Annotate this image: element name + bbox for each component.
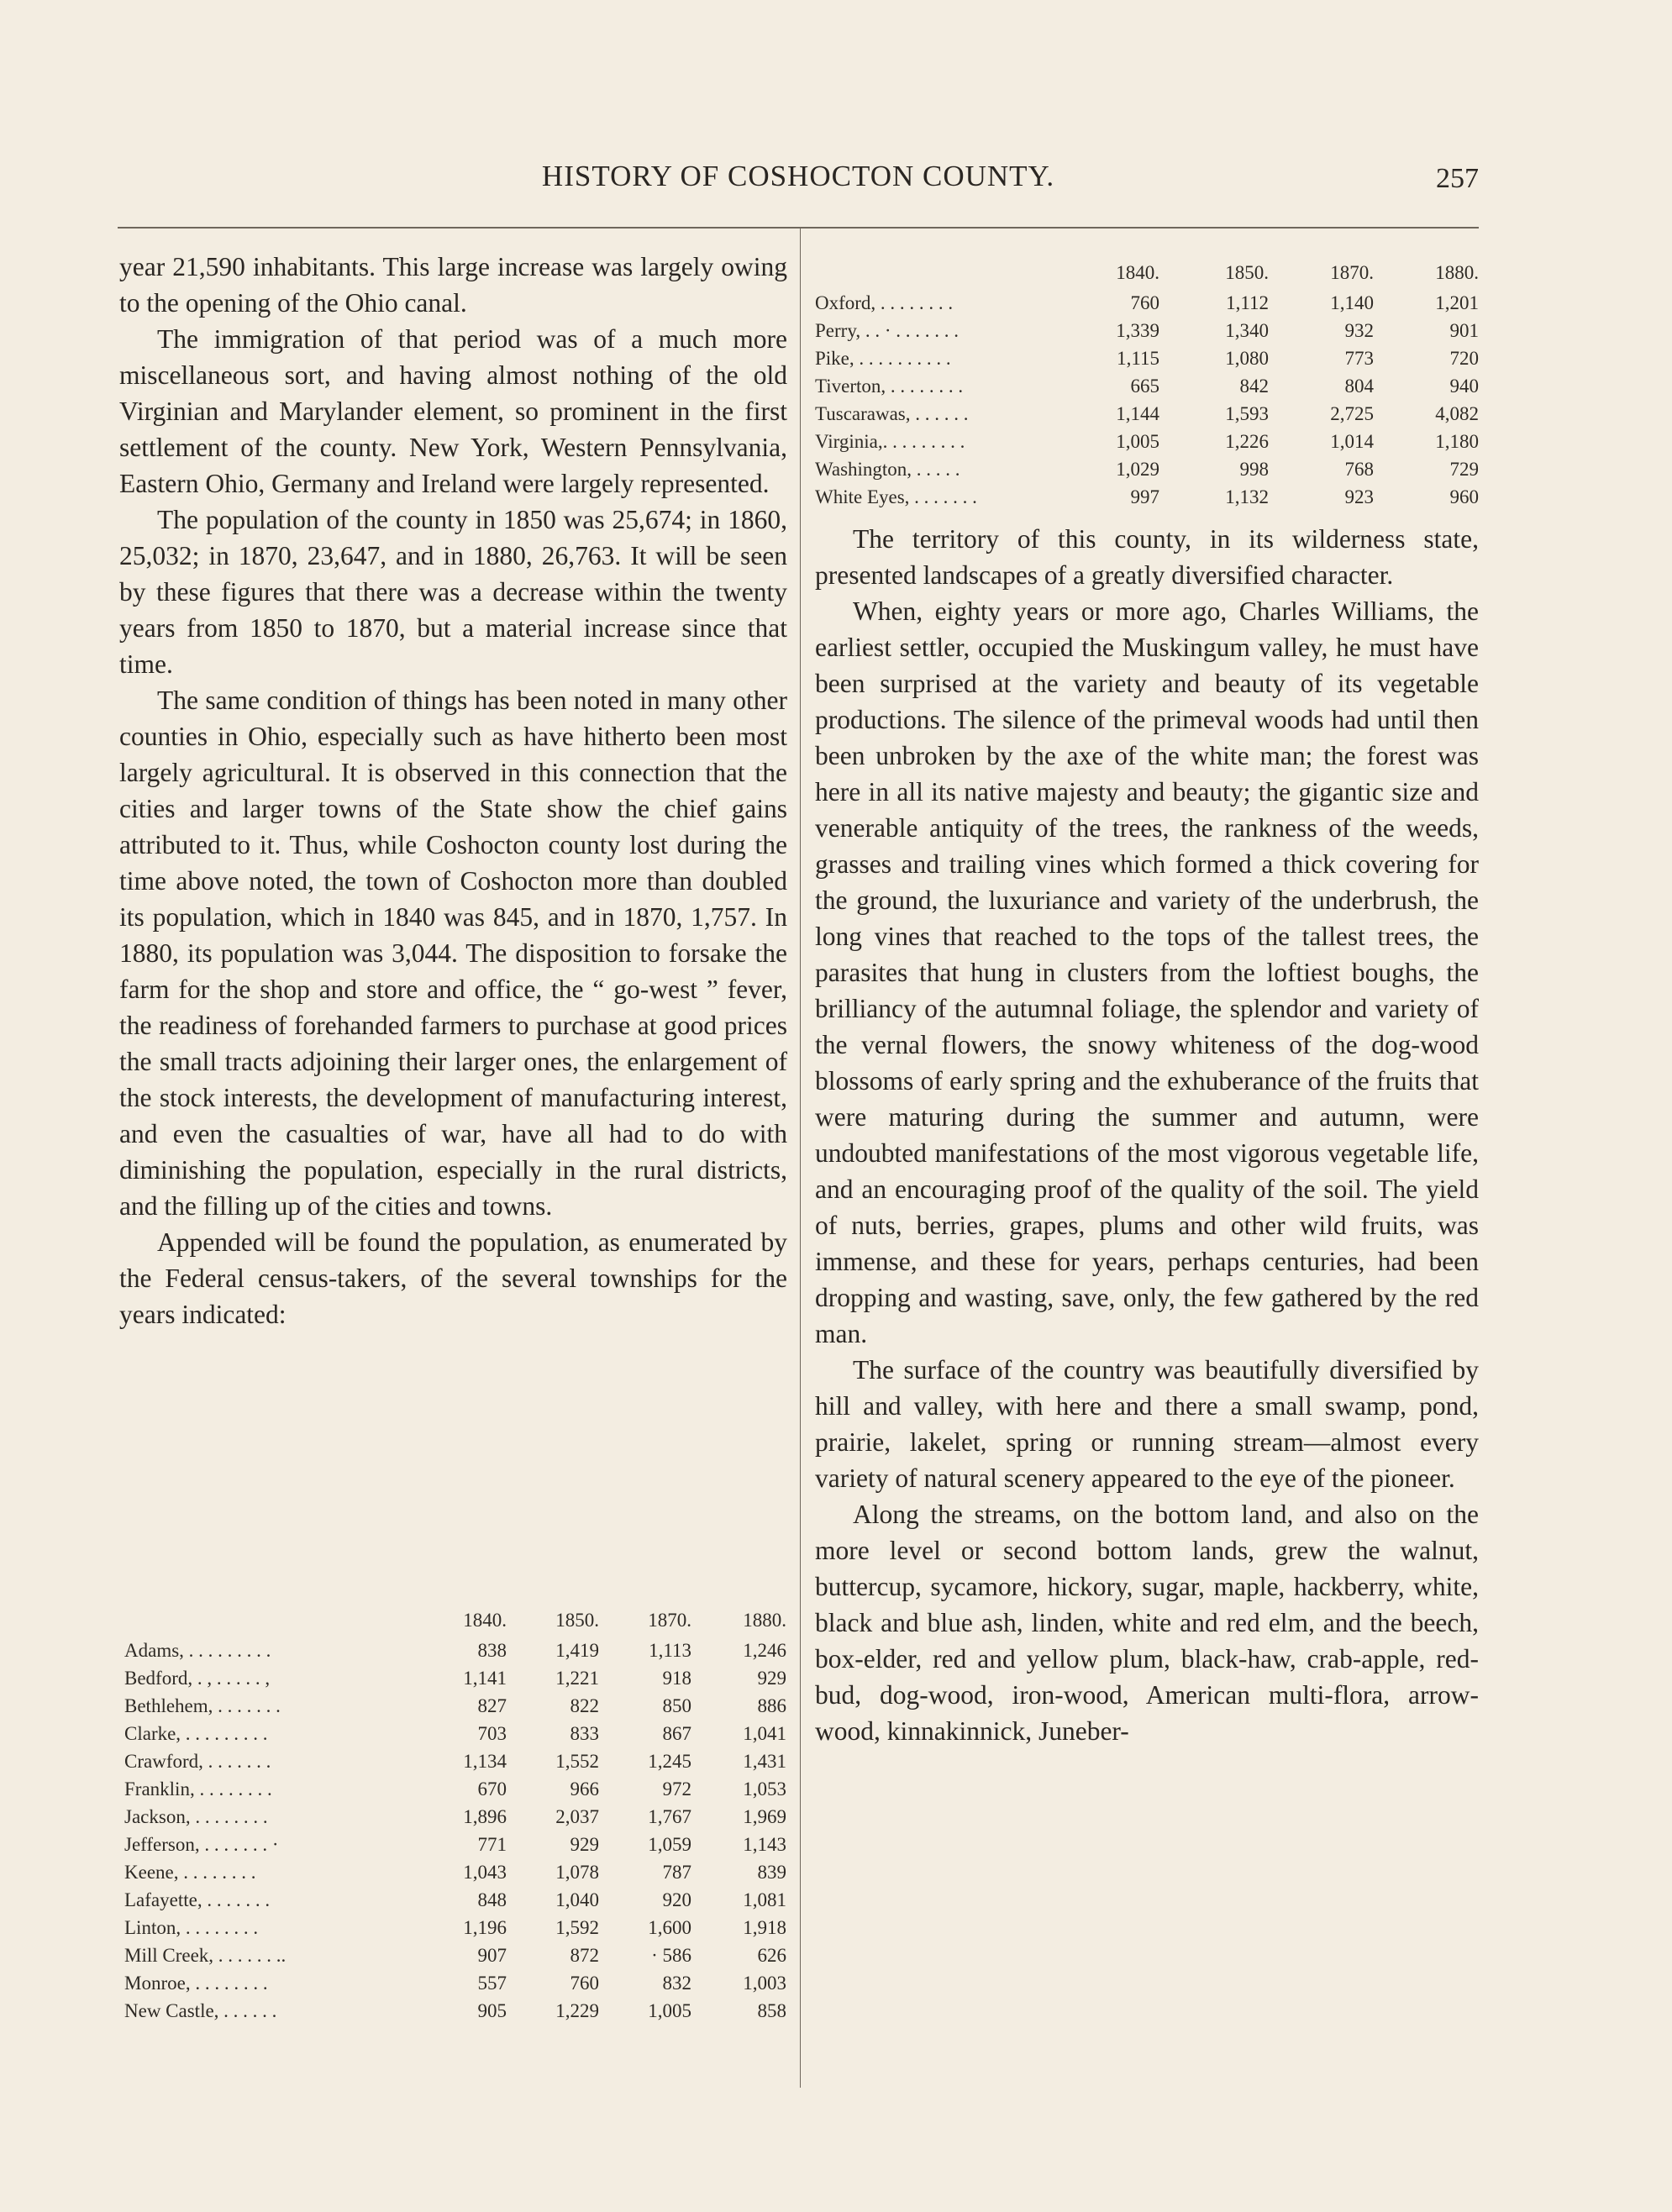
- table-row: [124, 1969, 786, 1997]
- township-name: Virginia,. . . . . . . . .: [815, 430, 965, 452]
- pop-1850: 929: [570, 1833, 599, 1855]
- table-row: [124, 1886, 786, 1914]
- pop-1880: 960: [1449, 486, 1479, 507]
- pop-1870: 2,725: [1330, 402, 1374, 424]
- pop-1880: 1,143: [743, 1833, 786, 1855]
- township-name: Linton, . . . . . . . .: [124, 1916, 259, 1938]
- year-header: 1880.: [743, 1610, 786, 1631]
- year-header: 1880.: [1435, 262, 1479, 283]
- pop-1840: 1,029: [1116, 458, 1159, 480]
- pop-1870: 920: [662, 1889, 691, 1910]
- pop-1840: 670: [477, 1778, 507, 1800]
- table-row: [815, 289, 1479, 317]
- pop-1840: 1,144: [1116, 402, 1159, 424]
- pop-1870: 804: [1344, 375, 1374, 397]
- pop-1840: 1,196: [463, 1916, 507, 1938]
- table-row: [815, 372, 1479, 400]
- pop-1870: 1,059: [648, 1833, 691, 1855]
- table-row: [124, 1997, 786, 2025]
- pop-1870: · 586: [651, 1944, 691, 1966]
- pop-1850: 1,132: [1225, 486, 1269, 507]
- year-header: 1870.: [648, 1610, 691, 1631]
- pop-1850: 2,037: [555, 1805, 599, 1827]
- pop-1840: 1,115: [1117, 347, 1159, 369]
- paragraph: The surface of the country was beautifully diversified by hill and valley, with here and there a small swamp, pond, prairie, lakelet, spring or running stream—almost every variety of natural scenery appeared to the eye of the pioneer.: [815, 1355, 1479, 1493]
- pop-1850: 822: [570, 1694, 599, 1716]
- pop-1870: 932: [1344, 319, 1374, 341]
- pop-1870: 1,140: [1330, 292, 1374, 313]
- year-header: 1870.: [1330, 262, 1374, 283]
- page-number: 257: [1436, 163, 1479, 194]
- township-name: Oxford, . . . . . . . .: [815, 292, 954, 313]
- year-header: 1850.: [555, 1610, 599, 1631]
- table-row: [124, 1692, 786, 1720]
- township-name: Franklin, . . . . . . . .: [124, 1778, 272, 1800]
- pop-1870: 923: [1344, 486, 1374, 507]
- pop-1880: 886: [757, 1694, 786, 1716]
- table-row: [124, 1831, 786, 1858]
- pop-1840: 760: [1130, 292, 1159, 313]
- pop-1880: 1,041: [743, 1722, 786, 1744]
- township-name: Monroe, . . . . . . . .: [124, 1972, 268, 1994]
- township-name: Adams, . . . . . . . . .: [124, 1639, 271, 1661]
- table-row: [815, 483, 1479, 511]
- pop-1840: 1,141: [463, 1667, 507, 1689]
- pop-1850: 966: [570, 1778, 599, 1800]
- pop-1870: 850: [662, 1694, 691, 1716]
- pop-1870: 1,014: [1330, 430, 1374, 452]
- pop-1880: 4,082: [1435, 402, 1479, 424]
- pop-1850: 842: [1239, 375, 1269, 397]
- township-name: Lafayette, . . . . . . .: [124, 1889, 271, 1910]
- township-name: Jefferson, . . . . . . . ·: [124, 1833, 279, 1855]
- table-row: [124, 1637, 786, 1664]
- pop-1870: 773: [1344, 347, 1374, 369]
- pop-1840: 905: [477, 1999, 507, 2021]
- pop-1850: 1,419: [555, 1639, 599, 1661]
- pop-1840: 557: [477, 1972, 507, 1994]
- pop-1880: 901: [1449, 319, 1479, 341]
- column-divider: [800, 227, 801, 2088]
- pop-1870: 787: [662, 1861, 691, 1883]
- table-row: [815, 317, 1479, 344]
- pop-1870: 1,767: [648, 1805, 691, 1827]
- pop-1880: 858: [757, 1999, 786, 2021]
- pop-1870: 1,113: [649, 1639, 691, 1661]
- pop-1840: 665: [1130, 375, 1159, 397]
- year-header: 1840.: [463, 1610, 507, 1631]
- pop-1850: 872: [570, 1944, 599, 1966]
- header-blank: [815, 249, 1067, 289]
- pop-1880: 1,918: [743, 1916, 786, 1938]
- pop-1850: 998: [1239, 458, 1269, 480]
- pop-1840: 771: [477, 1833, 507, 1855]
- pop-1850: 1,080: [1225, 347, 1269, 369]
- pop-1870: 768: [1344, 458, 1374, 480]
- pop-1840: 997: [1130, 486, 1159, 507]
- pop-1850: 760: [570, 1972, 599, 1994]
- table-row: [815, 455, 1479, 483]
- table-row: [124, 1858, 786, 1886]
- pop-1880: 1,201: [1435, 292, 1479, 313]
- pop-1880: 729: [1449, 458, 1479, 480]
- pop-1880: 1,081: [743, 1889, 786, 1910]
- pop-1880: 1,969: [743, 1805, 786, 1827]
- pop-1850: 1,593: [1225, 402, 1269, 424]
- pop-1840: 907: [477, 1944, 507, 1966]
- header-blank: [124, 1596, 410, 1637]
- pop-1840: 1,134: [463, 1750, 507, 1772]
- pop-1840: 1,339: [1116, 319, 1159, 341]
- township-name: Jackson, . . . . . . . .: [124, 1805, 268, 1827]
- pop-1850: 1,078: [555, 1861, 599, 1883]
- pop-1870: 918: [662, 1667, 691, 1689]
- table-row: [124, 1775, 786, 1803]
- township-name: White Eyes, . . . . . . .: [815, 486, 977, 507]
- pop-1850: 1,226: [1225, 430, 1269, 452]
- table-header-row: [815, 249, 1479, 289]
- paragraph: year 21,590 inhabitants. This large increase was largely owing to the opening of the Ohio canal.: [119, 252, 787, 318]
- table-row: [815, 428, 1479, 455]
- township-name: Pike, . . . . . . . . . .: [815, 347, 951, 369]
- pop-1840: 827: [477, 1694, 507, 1716]
- pop-1880: 626: [757, 1944, 786, 1966]
- township-name: Clarke, . . . . . . . . .: [124, 1722, 268, 1744]
- header-rule: [118, 227, 1479, 229]
- pop-1840: 848: [477, 1889, 507, 1910]
- township-name: Bedford, . , . . . . . ,: [124, 1667, 271, 1689]
- table-header-row: [124, 1596, 786, 1637]
- pop-1850: 1,552: [555, 1750, 599, 1772]
- pop-1870: 832: [662, 1972, 691, 1994]
- township-name: New Castle, . . . . . .: [124, 1999, 277, 2021]
- table-row: [124, 1720, 786, 1747]
- paragraph: The population of the county in 1850 was 25,674; in 1860, 25,032; in 1870, 23,647, and in 1880, 26,763. It will be seen by these figures that there was a decrease within the twenty years from 1850 to 1870, but a material increase since that time.: [119, 505, 787, 679]
- pop-1850: 1,040: [555, 1889, 599, 1910]
- pop-1870: 1,005: [648, 1999, 691, 2021]
- pop-1880: 1,180: [1435, 430, 1479, 452]
- table-row: [815, 400, 1479, 428]
- table-row: [124, 1664, 786, 1692]
- left-column: [119, 249, 787, 1332]
- pop-1870: 1,600: [648, 1916, 691, 1938]
- pop-1880: 1,246: [743, 1639, 786, 1661]
- township-name: Keene, . . . . . . . .: [124, 1861, 256, 1883]
- table-row: [124, 1914, 786, 1941]
- township-name: Perry, . . · . . . . . . .: [815, 319, 959, 341]
- township-name: Mill Creek, . . . . . . ..: [124, 1944, 287, 1966]
- township-name: Tuscarawas, . . . . . .: [815, 402, 969, 424]
- year-header: 1840.: [1116, 262, 1159, 283]
- township-name: Bethlehem, . . . . . . .: [124, 1694, 281, 1716]
- pop-1870: 972: [662, 1778, 691, 1800]
- pop-1850: 1,340: [1225, 319, 1269, 341]
- paragraph: The same condition of things has been noted in many other counties in Ohio, especially such as have hitherto been most largely agricultural. It is observed in this connection that the cities and larger towns of the State show the chief gains attributed to it. Thus, while Coshocton county lost during the time above noted, the town of Coshocton more than doubled its population, which in 1840 was 845, and in 1870, 1,757. In 1880, its population was 3,044. The disposition to forsake the farm for the shop and store and office, the “ go-west ” fever, the readiness of forehanded farmers to purchase at good prices the small tracts adjoining their larger ones, the enlargement of the stock interests, the development of manufacturing interest, and even the casualties of war, have all had to do with diminishing the population, especially in the rural districts, and the filling up of the cities and towns.: [119, 686, 787, 1221]
- township-name: Crawford, . . . . . . .: [124, 1750, 271, 1772]
- pop-1880: 839: [757, 1861, 786, 1883]
- table-row: [124, 1747, 786, 1775]
- pop-1880: 1,003: [743, 1972, 786, 1994]
- pop-1850: 1,229: [555, 1999, 599, 2021]
- paragraph: The immigration of that period was of a much more miscellaneous sort, and having almost nothing of the old Virginian and Marylander element, so prominent in the first settlement of the county. New York, Western Pennsylvania, Eastern Ohio, Germany and Ireland were largely represented.: [119, 324, 787, 498]
- pop-1840: 1,043: [463, 1861, 507, 1883]
- pop-1870: 867: [662, 1722, 691, 1744]
- pop-1870: 1,245: [648, 1750, 691, 1772]
- pop-1840: 838: [477, 1639, 507, 1661]
- pop-1850: 833: [570, 1722, 599, 1744]
- pop-1840: 1,896: [463, 1805, 507, 1827]
- pop-1880: 1,431: [743, 1750, 786, 1772]
- paragraph: Appended will be found the population, as enumerated by the Federal census-takers, of the several townships for the years indicated:: [119, 1227, 787, 1329]
- township-name: Washington, . . . . .: [815, 458, 960, 480]
- pop-1850: 1,221: [555, 1667, 599, 1689]
- pop-1840: 1,005: [1116, 430, 1159, 452]
- page-header: [118, 160, 1479, 202]
- pop-1880: 720: [1449, 347, 1479, 369]
- paragraph: When, eighty years or more ago, Charles Williams, the earliest settler, occupied the Muskingum valley, he must have been surprised at the variety and beauty of its vegetable productions. The silence of the primeval woods had until then been unbroken by the axe of the white man; the forest was here in all its native majesty and beauty; the gigantic size and venerable antiquity of the trees, the rankness of the weeds, grasses and trailing vines which formed a thick covering for the ground, the luxuriance and variety of the underbrush, the long vines that reached to the tops of the tallest trees, the parasites that hung in clusters from the loftiest boughs, the brilliancy of the autumnal foliage, the splendor and variety of the vernal flowers, the snowy whiteness of the dog-wood blossoms of early spring and the exhuberance of the fruits that were maturing during the summer and autumn, were undoubted manifestations of the most vigorous vegetable life, and an encouraging proof of the quality of the soil. The yield of nuts, berries, grapes, plums and other wild fruits, was immense, and these for years, perhaps centuries, had been dropping and wasting, save, only, the few gathered by the red man.: [815, 596, 1479, 1348]
- census-table-right: [815, 249, 1479, 511]
- pop-1840: 703: [477, 1722, 507, 1744]
- pop-1880: 929: [757, 1667, 786, 1689]
- table-row: [815, 344, 1479, 372]
- table-row: [124, 1803, 786, 1831]
- pop-1880: 940: [1449, 375, 1479, 397]
- pop-1880: 1,053: [743, 1778, 786, 1800]
- pop-1850: 1,592: [555, 1916, 599, 1938]
- year-header: 1850.: [1225, 262, 1269, 283]
- table-row: [124, 1941, 786, 1969]
- census-table-left: [124, 1596, 786, 2025]
- township-name: Tiverton, . . . . . . . .: [815, 375, 964, 397]
- running-title: HISTORY OF COSHOCTON COUNTY.: [541, 160, 1055, 192]
- pop-1850: 1,112: [1226, 292, 1269, 313]
- paragraph: The territory of this county, in its wilderness state, presented landscapes of a greatly diversified character.: [815, 524, 1479, 590]
- paragraph: Along the streams, on the bottom land, and also on the more level or second bottom lands, grew the walnut, buttercup, sycamore, hickory, sugar, maple, hackberry, white, black and blue ash, linden, white and red elm, and the beech, box-elder, red and yellow plum, black-haw, crab-apple, red-bud, dog-wood, iron-wood, American multi-flora, arrow-wood, kinnakinnick, Juneber-: [815, 1500, 1479, 1746]
- right-column: [815, 521, 1479, 1749]
